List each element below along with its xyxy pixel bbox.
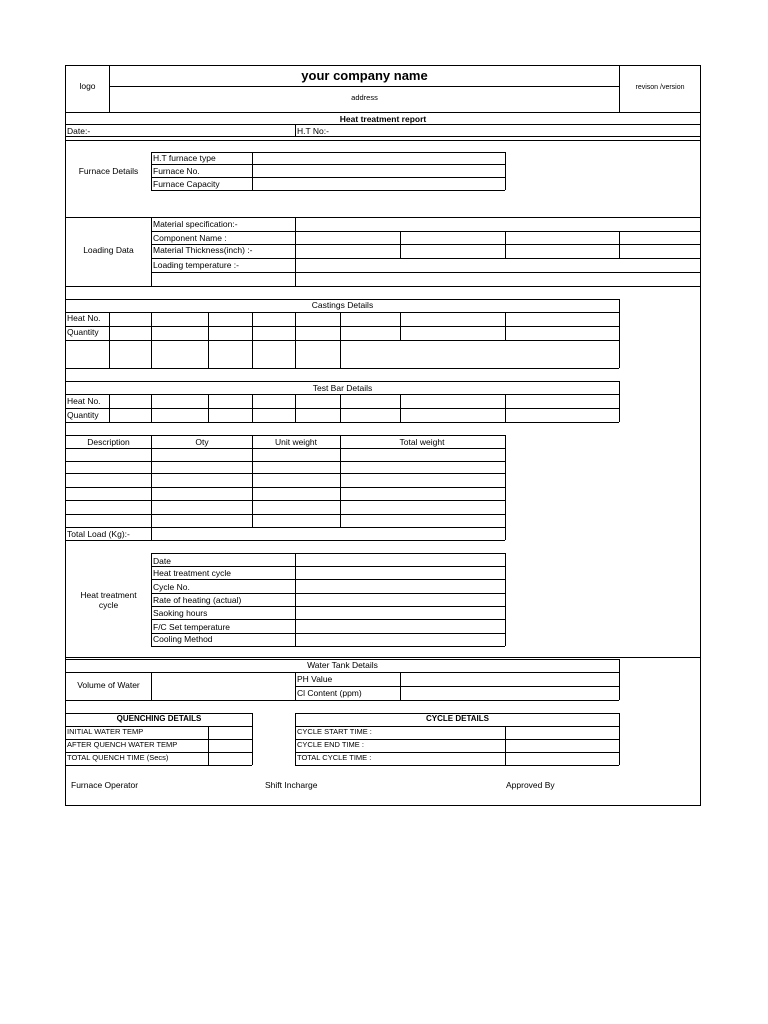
testbar-heat-no: Heat No. (67, 396, 101, 406)
col-header-description: Description (87, 437, 130, 447)
grid-line (65, 765, 252, 766)
grid-line (619, 659, 620, 700)
grid-line (619, 231, 620, 258)
grid-line (252, 394, 253, 422)
grid-line (295, 672, 296, 700)
grid-line (505, 435, 506, 540)
grid-line (295, 553, 296, 646)
loading-row-label: Material Thickness(inch) :- (153, 245, 253, 255)
grid-line (505, 394, 506, 422)
cl-content-label: Cl Content (ppm) (297, 688, 362, 698)
grid-line (151, 258, 700, 259)
grid-line (151, 164, 505, 165)
grid-line (340, 394, 341, 422)
grid-line (65, 368, 619, 369)
grid-line (65, 527, 505, 528)
castings-heat-no: Heat No. (67, 313, 101, 323)
volume-of-water-label: Volume of Water (77, 680, 140, 690)
grid-line (65, 657, 700, 658)
grid-line (151, 579, 505, 580)
cycle-row-label: TOTAL CYCLE TIME : (297, 753, 372, 762)
grid-line (151, 566, 505, 567)
report-title: Heat treatment report (339, 114, 427, 124)
grid-line (208, 394, 209, 422)
grid-line (65, 408, 619, 409)
grid-line (109, 394, 110, 422)
loading-row-label: Loading temperature :- (153, 260, 239, 270)
col-header-qty: Oty (195, 437, 209, 447)
quench-row-label: TOTAL QUENCH TIME (Secs) (67, 753, 169, 762)
grid-line (252, 435, 253, 527)
grid-line (295, 394, 296, 422)
cycle-row-label: CYCLE END TIME : (297, 740, 364, 749)
grid-line (208, 312, 209, 368)
furnace-row-label: H.T furnace type (153, 153, 216, 163)
quench-row-label: INITIAL WATER TEMP (67, 727, 144, 736)
col-header-unit-weight: Unit weight (274, 437, 318, 447)
cycle-row-label: CYCLE START TIME : (297, 727, 372, 736)
grid-line (151, 177, 505, 178)
grid-line (151, 646, 505, 647)
grid-line (505, 553, 506, 646)
company-name: your company name (301, 68, 428, 83)
loading-data-label: Loading Data (83, 245, 134, 255)
ht-cycle-row-label: Heat treatment cycle (153, 568, 231, 578)
grid-line (505, 152, 506, 190)
grid-line (65, 394, 619, 395)
company-address: address (351, 93, 378, 102)
grid-line (295, 686, 619, 687)
grid-line (400, 231, 401, 258)
ht-cycle-label-line1: Heat treatment (80, 590, 137, 600)
testbar-quantity: Quantity (67, 410, 99, 420)
grid-line (151, 619, 505, 620)
grid-line (65, 435, 505, 436)
furnace-row-label: Furnace No. (153, 166, 200, 176)
grid-line (65, 487, 505, 488)
grid-line (65, 140, 700, 141)
testbar-title: Test Bar Details (312, 383, 373, 393)
grid-line (619, 299, 620, 368)
grid-line (295, 312, 296, 368)
ht-cycle-row-label: Date (153, 556, 171, 566)
ht-cycle-row-label: Saoking hours (153, 608, 208, 618)
grid-line (65, 672, 619, 673)
grid-line (65, 326, 619, 327)
grid-line (65, 136, 700, 137)
revision-label: revison /version (635, 84, 685, 91)
water-tank-title: Water Tank Details (307, 660, 378, 670)
grid-line (65, 422, 619, 423)
grid-line (65, 124, 700, 125)
grid-line (151, 152, 152, 190)
ht-cycle-row-label: F/C Set temperature (153, 622, 231, 632)
grid-line (65, 312, 619, 313)
approved-by-signature: Approved By (506, 780, 555, 790)
grid-line (400, 312, 401, 340)
col-header-total-weight: Total weight (399, 437, 445, 447)
grid-line (151, 190, 505, 191)
grid-line (151, 672, 152, 700)
grid-line (65, 700, 619, 701)
grid-line (151, 553, 505, 554)
grid-line (252, 312, 253, 368)
grid-line (65, 500, 505, 501)
grid-line (65, 448, 505, 449)
grid-line (151, 312, 152, 368)
grid-line (340, 435, 341, 527)
quench-row-label: AFTER QUENCH WATER TEMP (67, 740, 178, 749)
grid-line (208, 726, 209, 765)
grid-line (65, 473, 505, 474)
loading-row-label: Component Name : (153, 233, 227, 243)
date-label: Date:- (67, 126, 91, 136)
grid-line (151, 593, 505, 594)
grid-line (65, 340, 619, 341)
furnace-operator-signature: Furnace Operator (71, 780, 139, 790)
grid-line (65, 540, 505, 541)
grid-line (619, 381, 620, 422)
grid-line (295, 217, 296, 286)
grid-line (400, 394, 401, 422)
grid-line (295, 765, 619, 766)
grid-line (65, 112, 700, 113)
grid-line (151, 231, 700, 232)
castings-title: Castings Details (311, 300, 374, 310)
grid-line (252, 152, 253, 190)
grid-line (151, 606, 505, 607)
grid-line (65, 286, 700, 287)
grid-line (151, 394, 152, 422)
grid-line (65, 461, 505, 462)
grid-line (505, 312, 506, 340)
grid-line (151, 272, 700, 273)
ht-cycle-row-label: Cooling Method (153, 634, 213, 644)
grid-line (109, 312, 110, 368)
ht-no-label: H.T No:- (297, 126, 329, 136)
grid-line (340, 312, 341, 368)
ht-cycle-row-label: Rate of heating (actual) (153, 595, 242, 605)
loading-row-label: Material specification:- (153, 219, 238, 229)
grid-line (252, 713, 253, 765)
grid-line (400, 672, 401, 700)
grid-line (65, 514, 505, 515)
grid-line (505, 231, 506, 258)
grid-line (151, 217, 152, 286)
quenching-title: QUENCHING DETAILS (116, 714, 202, 723)
ht-cycle-row-label: Cycle No. (153, 582, 190, 592)
grid-line (109, 86, 619, 87)
furnace-row-label: Furnace Capacity (153, 179, 220, 189)
grid-line (65, 217, 700, 218)
grid-line (505, 726, 506, 765)
furnace-details-label: Furnace Details (78, 166, 139, 176)
total-load-label: Total Load (Kg):- (67, 529, 130, 539)
grid-line (295, 124, 296, 136)
cycle-details-title: CYCLE DETAILS (426, 714, 489, 723)
grid-line (151, 553, 152, 646)
logo-placeholder: logo (79, 81, 96, 91)
ph-value-label: PH Value (297, 674, 333, 684)
shift-incharge-signature: Shift Incharge (265, 780, 318, 790)
grid-line (65, 381, 619, 382)
ht-cycle-label-line2: cycle (98, 600, 119, 610)
grid-line (151, 435, 152, 540)
castings-quantity: Quantity (67, 327, 99, 337)
grid-line (619, 713, 620, 765)
